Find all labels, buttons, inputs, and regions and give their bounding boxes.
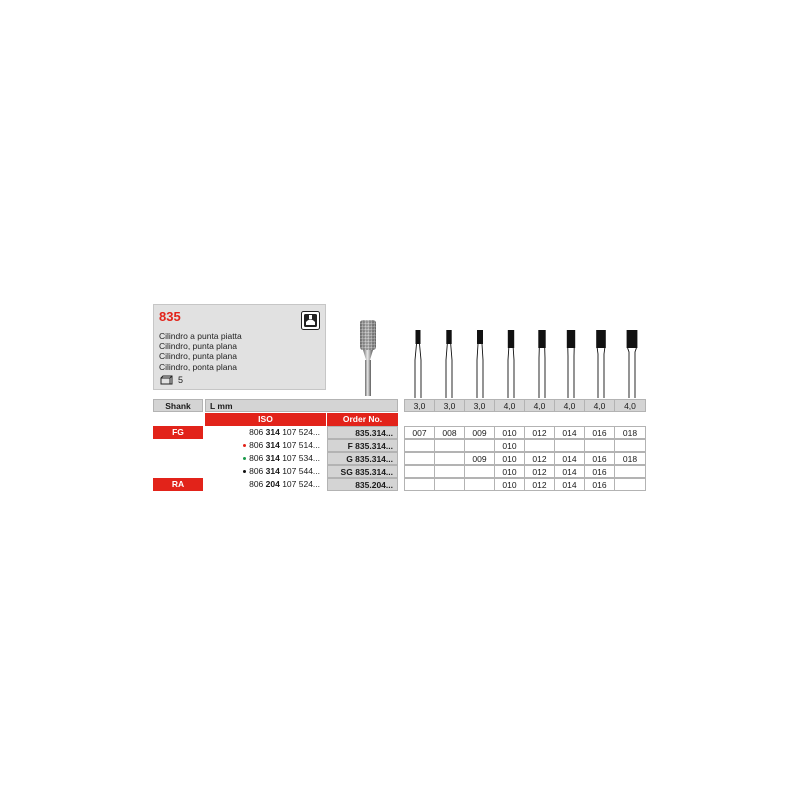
order-header: Order No. <box>327 413 398 426</box>
size-cell <box>464 478 495 491</box>
product-number: 835 <box>159 309 181 324</box>
size-cell <box>524 439 555 452</box>
size-cell <box>614 465 646 478</box>
iso-number: 806 314 107 534... <box>205 452 326 465</box>
size-cell: 010 <box>494 478 525 491</box>
size-cell <box>404 465 435 478</box>
iso-header: ISO <box>205 413 326 426</box>
size-cell <box>614 439 646 452</box>
size-cell: 014 <box>554 478 585 491</box>
size-cell: 018 <box>614 452 646 465</box>
size-cell <box>404 478 435 491</box>
bur-outline-014 <box>563 330 579 398</box>
size-cell: 016 <box>584 478 615 491</box>
package-icon <box>160 375 173 385</box>
product-description <box>159 331 242 372</box>
size-cell: 009 <box>464 426 495 439</box>
size-cell <box>434 452 465 465</box>
size-cell <box>434 439 465 452</box>
description-line: Cilindro, ponta plana <box>159 361 237 372</box>
pack-quantity-value: 5 <box>178 375 184 385</box>
size-cell: 012 <box>524 426 555 439</box>
bur-outline-008 <box>441 330 457 398</box>
size-cell: 014 <box>554 452 585 465</box>
length-cell: 4,0 <box>554 399 585 412</box>
length-cell: 3,0 <box>404 399 435 412</box>
size-cell: 012 <box>524 478 555 491</box>
size-cell: 018 <box>614 426 646 439</box>
length-cell: 3,0 <box>434 399 465 412</box>
order-number: SG 835.314... <box>327 465 398 478</box>
length-cell: 4,0 <box>584 399 615 412</box>
product-card <box>153 304 326 390</box>
shank-header: Shank <box>153 399 203 412</box>
grit-dot-black <box>243 470 246 473</box>
bur-outline-010 <box>503 330 519 398</box>
grit-dot-green <box>243 457 246 460</box>
iso-number: 806 204 107 524... <box>249 479 320 489</box>
bur-outline-018 <box>624 330 640 398</box>
shank-badge: RA <box>153 478 203 491</box>
iso-number: 806 314 107 544... <box>205 465 326 478</box>
size-cell: 016 <box>584 426 615 439</box>
diamond-grit-icon <box>301 311 320 330</box>
size-cell <box>404 439 435 452</box>
size-cell: 016 <box>584 465 615 478</box>
size-cell: 007 <box>404 426 435 439</box>
size-cell: 012 <box>524 452 555 465</box>
pack-quantity <box>160 375 183 385</box>
bur-outline-012 <box>534 330 550 398</box>
size-cell <box>434 478 465 491</box>
size-cell <box>554 439 585 452</box>
iso-number: 806 314 107 524... <box>249 427 320 437</box>
size-cell: 010 <box>494 426 525 439</box>
size-cell: 016 <box>584 452 615 465</box>
length-header: L mm <box>205 399 398 412</box>
shank-badge: FG <box>153 426 203 439</box>
size-cell: 010 <box>494 452 525 465</box>
description-line: Cilindro, punta plana <box>159 351 237 362</box>
iso-number: 806 314 107 514... <box>205 439 326 452</box>
length-cell: 4,0 <box>494 399 525 412</box>
size-cell: 012 <box>524 465 555 478</box>
size-cell <box>464 465 495 478</box>
description-line: Cilindro a punta piatta <box>159 331 242 341</box>
order-number: F 835.314... <box>327 439 398 452</box>
order-number: 835.314... <box>327 426 398 439</box>
length-cell: 4,0 <box>614 399 646 412</box>
length-cell: 4,0 <box>524 399 555 412</box>
size-cell <box>584 439 615 452</box>
size-cell: 010 <box>494 439 525 452</box>
bur-outline-009 <box>472 330 488 398</box>
order-number: G 835.314... <box>327 452 398 465</box>
size-cell <box>464 439 495 452</box>
size-cell: 014 <box>554 465 585 478</box>
size-cell: 010 <box>494 465 525 478</box>
description-line: Cilindro, punta plana <box>159 341 237 352</box>
size-cell <box>434 465 465 478</box>
bur-outline-016 <box>593 330 609 398</box>
size-cell: 008 <box>434 426 465 439</box>
bur-outline-007 <box>410 330 426 398</box>
size-cell <box>614 478 646 491</box>
grit-dot-red <box>243 444 246 447</box>
size-cell: 009 <box>464 452 495 465</box>
size-cell: 014 <box>554 426 585 439</box>
length-cell: 3,0 <box>464 399 495 412</box>
size-cell <box>404 452 435 465</box>
bur-photo <box>354 318 382 396</box>
order-number: 835.204... <box>327 478 398 491</box>
